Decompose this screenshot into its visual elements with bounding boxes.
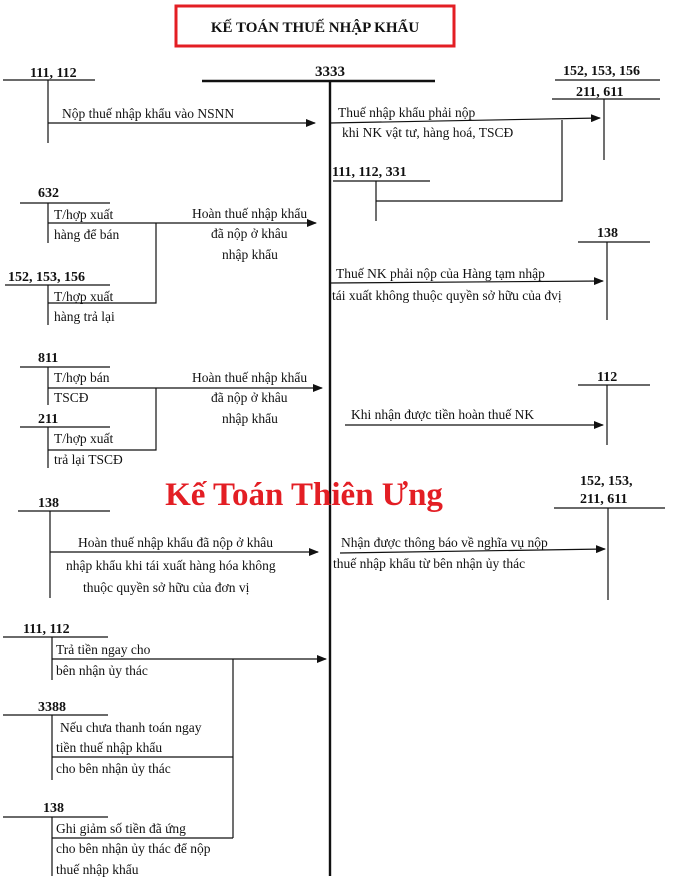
label-632-2: hàng để bán <box>54 227 120 242</box>
label-211-2: trả lại TSCĐ <box>54 452 123 467</box>
label-chua-tt-1: Nếu chưa thanh toán ngay <box>60 720 202 735</box>
acct-138-left: 138 <box>38 496 59 511</box>
acct-211-left: 211 <box>38 412 59 427</box>
acct-111-112-top: 111, 112 <box>30 66 77 81</box>
center-account-label: 3333 <box>315 64 345 80</box>
label-tra-tien-2: bên nhận ủy thác <box>56 663 148 678</box>
label-tra-tien-1: Trả tiền ngay cho <box>56 642 151 657</box>
acct-111-112-331: 111, 112, 331 <box>332 165 407 180</box>
acct-632: 632 <box>38 186 59 201</box>
label-thong-bao-2: thuế nhập khẩu từ bên nhận ủy thác <box>333 556 526 571</box>
acct-811: 811 <box>38 351 59 366</box>
acct-3388: 3388 <box>38 700 66 715</box>
acct-111-112-bottom: 111, 112 <box>23 622 70 637</box>
label-thong-bao-1: Nhận được thông báo về nghĩa vụ nộp <box>341 535 548 550</box>
label-chua-tt-2: tiền thuế nhập khẩu <box>56 740 163 755</box>
arrow-tam-nhap <box>330 281 603 283</box>
acct-152-153-156-top: 152, 153, 156 <box>563 64 640 79</box>
label-hoan2-1: Hoàn thuế nhập khẩu <box>192 370 308 385</box>
label-hoan3-1: Hoàn thuế nhập khẩu đã nộp ở khâu <box>78 535 273 550</box>
label-hoan2-3: nhập khẩu <box>222 411 278 426</box>
acct-152-153-right: 152, 153, <box>580 474 633 489</box>
label-tam-nhap-2: tái xuất không thuộc quyền sở hữu của đvị <box>332 288 562 303</box>
label-ghi-giam-3: thuế nhập khẩu <box>56 862 139 877</box>
label-211-1: T/hợp xuất <box>54 431 114 446</box>
label-hoan1-2: đã nộp ở khâu <box>211 226 288 241</box>
acct-152-153-156-left: 152, 153, 156 <box>8 270 85 285</box>
page-title: KẾ TOÁN THUẾ NHẬP KHẨU <box>210 20 420 36</box>
label-ghi-giam-2: cho bên nhận ủy thác để nộp <box>56 841 211 856</box>
label-632-1: T/hợp xuất <box>54 207 114 222</box>
label-811-2: TSCĐ <box>54 390 89 405</box>
label-hoan3-2: nhập khẩu khi tái xuất hàng hóa không <box>66 558 276 573</box>
acct-211-611-right: 211, 611 <box>580 492 628 507</box>
label-chua-tt-3: cho bên nhận ủy thác <box>56 761 171 776</box>
label-hoan2-2: đã nộp ở khâu <box>211 390 288 405</box>
label-152-2: hàng trả lại <box>54 309 115 324</box>
label-tam-nhap-1: Thuế NK phải nộp của Hàng tạm nhập <box>336 266 545 281</box>
label-phai-nop-1: Thuế nhập khẩu phải nộp <box>338 105 476 120</box>
label-nop-thue: Nộp thuế nhập khẩu vào NSNN <box>62 106 235 121</box>
label-152-1: T/hợp xuất <box>54 289 114 304</box>
label-hoan1-3: nhập khẩu <box>222 247 278 262</box>
acct-112-right: 112 <box>597 370 618 385</box>
label-hoan1-1: Hoàn thuế nhập khẩu <box>192 206 308 221</box>
label-ghi-giam-1: Ghi giảm số tiền đã ứng <box>56 821 186 836</box>
watermark-text: Kế Toán Thiên Ưng <box>165 477 443 513</box>
label-hoan3-3: thuộc quyền sở hữu của đơn vị <box>83 580 250 595</box>
acct-138-right: 138 <box>597 226 618 241</box>
acct-211-611-top: 211, 611 <box>576 85 624 100</box>
label-phai-nop-2: khi NK vật tư, hàng hoá, TSCĐ <box>342 125 514 140</box>
label-nhan-tien: Khi nhận được tiền hoàn thuế NK <box>351 407 535 422</box>
acct-138-bottom: 138 <box>43 801 64 816</box>
label-811-1: T/hợp bán <box>54 370 110 385</box>
